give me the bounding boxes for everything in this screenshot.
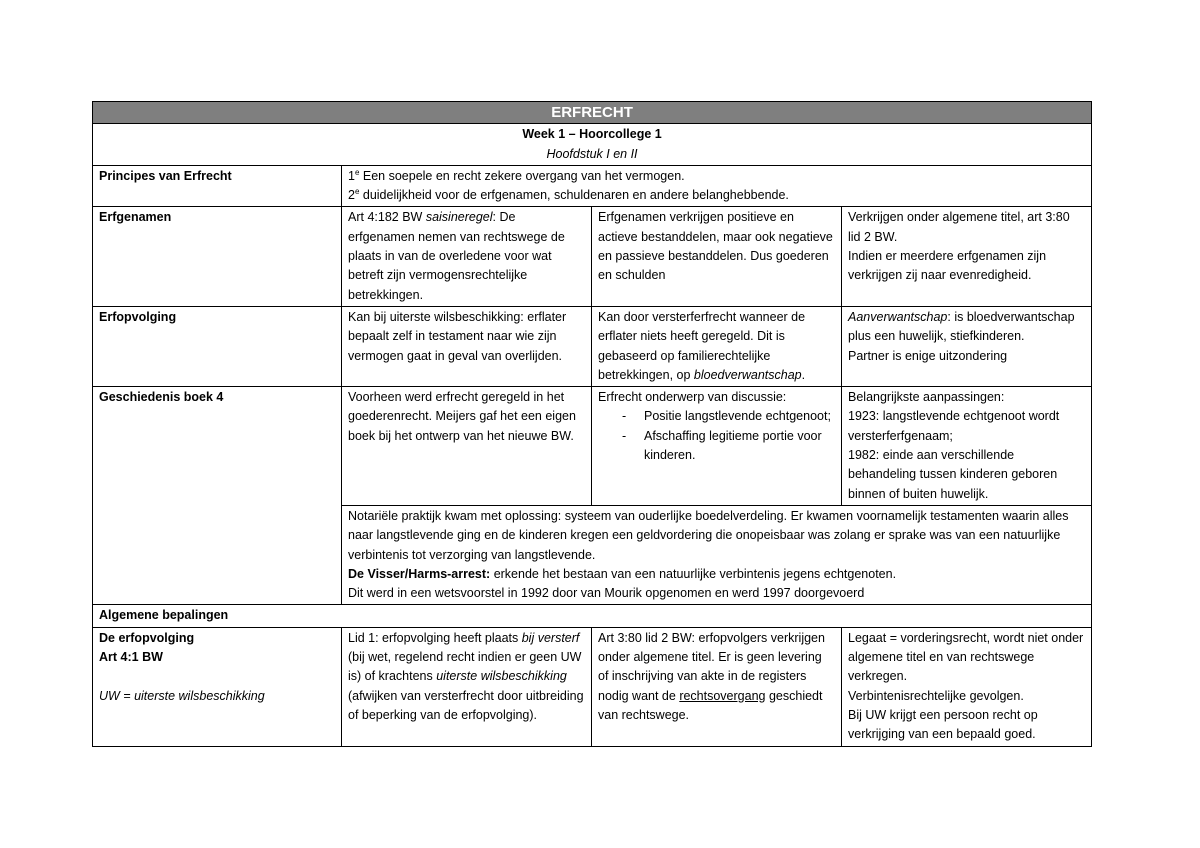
erfgenamen-col1: Art 4:182 BW saisineregel: De erfgenamen nemen van rechtswege de plaats in van de overledene voor wat betreft zijn vermogensrechtelijke betrekkingen. <box>342 207 592 306</box>
document-title: ERFRECHT <box>93 102 1092 124</box>
row-geschiedenis <box>93 387 1092 506</box>
list-item: - Positie langstlevende echtgenoot; <box>598 407 835 426</box>
principes-content <box>342 165 1092 207</box>
geschiedenis-note: Notariële praktijk kwam met oplossing: systeem van ouderlijke boedelverdeling. Er kwamen voornamelijk testamenten waarin alles naar langstlevende ging en de kinderen kregen een geldvordering die onopeisbaar was zolang er sprake was van een natuurlijke verbintenis tot verzorging van langstlevende. De Visser/Harms-arrest: erkende het bestaan van een natuurlijke verbintenis jegens echtgenoten. Dit werd in een wetsvoorstel in 1992 door van Mourik opgenomen en werd 1997 doorgevoerd <box>342 505 1092 604</box>
erfopvolging-col3: Aanverwantschap: is bloedverwantschap plus een huwelijk, stiefkinderen. Partner is enige uitzondering <box>842 306 1092 386</box>
week-row <box>93 124 1092 166</box>
row-erfgenamen <box>93 207 1092 306</box>
section-algemene-bepalingen: Algemene bepalingen <box>93 605 1092 627</box>
geschiedenis-col2: Erfrecht onderwerp van discussie: - Positie langstlevende echtgenoot; - Afschaffing legitieme portie voor kinderen. <box>592 387 842 506</box>
principe-2: 2e duidelijkheid voor de erfgenamen, schuldenaren en andere belanghebbende. <box>348 187 789 203</box>
label-erfopvolging: Erfopvolging <box>93 306 342 386</box>
geschiedenis-col3: Belangrijkste aanpassingen: 1923: langstlevende echtgenoot wordt versterferfgenaam; 1982: einde aan verschillende behandeling tussen kinderen geboren binnen of buiten huwelijk. <box>842 387 1092 506</box>
row-principes <box>93 165 1092 207</box>
erfopvolging-col2: Kan door versterferfrecht wanneer de erflater niets heeft geregeld. Dit is gebaseerd op familierechtelijke betrekkingen, op bloedverwantschap. <box>592 306 842 386</box>
erfgenamen-col2: Erfgenamen verkrijgen positieve en actieve bestanddelen, maar ook negatieve en passieve bestanddelen. Dus goederen en schulden <box>592 207 842 306</box>
de-erfopvolging-col3: Legaat = vorderingsrecht, wordt niet onder algemene titel en van rechtswege verkregen. Verbintenisrechtelijke gevolgen. Bij UW krijgt een persoon recht op verkrijging van een bepaald goed. <box>842 627 1092 746</box>
label-erfgenamen: Erfgenamen <box>93 207 342 306</box>
erfgenamen-col3: Verkrijgen onder algemene titel, art 3:80 lid 2 BW. Indien er meerdere erfgenamen zijn verkrijgen zij naar evenredigheid. <box>842 207 1092 306</box>
principe-1: 1e Een soepele en recht zekere overgang van het vermogen. <box>348 167 685 183</box>
erfopvolging-col1: Kan bij uiterste wilsbeschikking: erflater bepaalt zelf in testament naar wie zijn vermogen gaat in geval van overlijden. <box>342 306 592 386</box>
label-principes: Principes van Erfrecht <box>93 165 342 207</box>
row-de-erfopvolging <box>93 627 1092 746</box>
label-geschiedenis: Geschiedenis boek 4 <box>93 387 342 605</box>
erfrecht-table <box>92 101 1092 747</box>
label-de-erfopvolging: De erfopvolging Art 4:1 BW UW = uiterste wilsbeschikking <box>93 627 342 746</box>
discussie-list <box>598 407 835 465</box>
chapter-heading: Hoofdstuk I en II <box>546 146 638 161</box>
week-heading: Week 1 – Hoorcollege 1 <box>522 127 662 142</box>
row-erfopvolging <box>93 306 1092 386</box>
de-erfopvolging-col1: Lid 1: erfopvolging heeft plaats bij versterf (bij wet, regelend recht indien er geen UW is) of krachtens uiterste wilsbeschikking (afwijken van versterfrecht door uitbreiding of beperking van de erfopvolging). <box>342 627 592 746</box>
list-item: - Afschaffing legitieme portie voor kinderen. <box>598 427 835 466</box>
title-row <box>93 102 1092 124</box>
de-erfopvolging-col2: Art 3:80 lid 2 BW: erfopvolgers verkrijgen onder algemene titel. Er is geen levering of inschrijving van akte in de registers nodig want de rechtsovergang geschiedt van rechtswege. <box>592 627 842 746</box>
row-algemene <box>93 605 1092 627</box>
geschiedenis-col1: Voorheen werd erfrecht geregeld in het goederenrecht. Meijers gaf het een eigen boek bij het ontwerp van het nieuwe BW. <box>342 387 592 506</box>
